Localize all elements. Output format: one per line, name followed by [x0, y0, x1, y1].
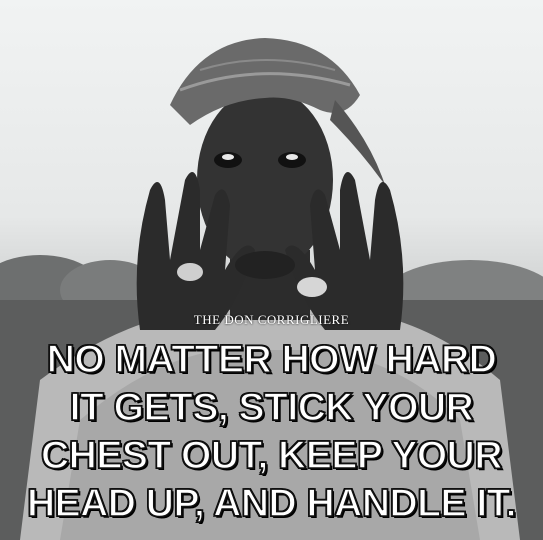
quote-line: IT GETS, STICK YOUR [69, 386, 474, 429]
watermark-text: THE DON CORRIGLIERE [193, 312, 350, 327]
quote-line: HEAD UP, AND HANDLE IT. [26, 482, 517, 525]
quote-text [0, 336, 543, 528]
quote-line: NO MATTER HOW HARD [46, 338, 497, 381]
quote-line: CHEST OUT, KEEP YOUR [41, 434, 502, 477]
